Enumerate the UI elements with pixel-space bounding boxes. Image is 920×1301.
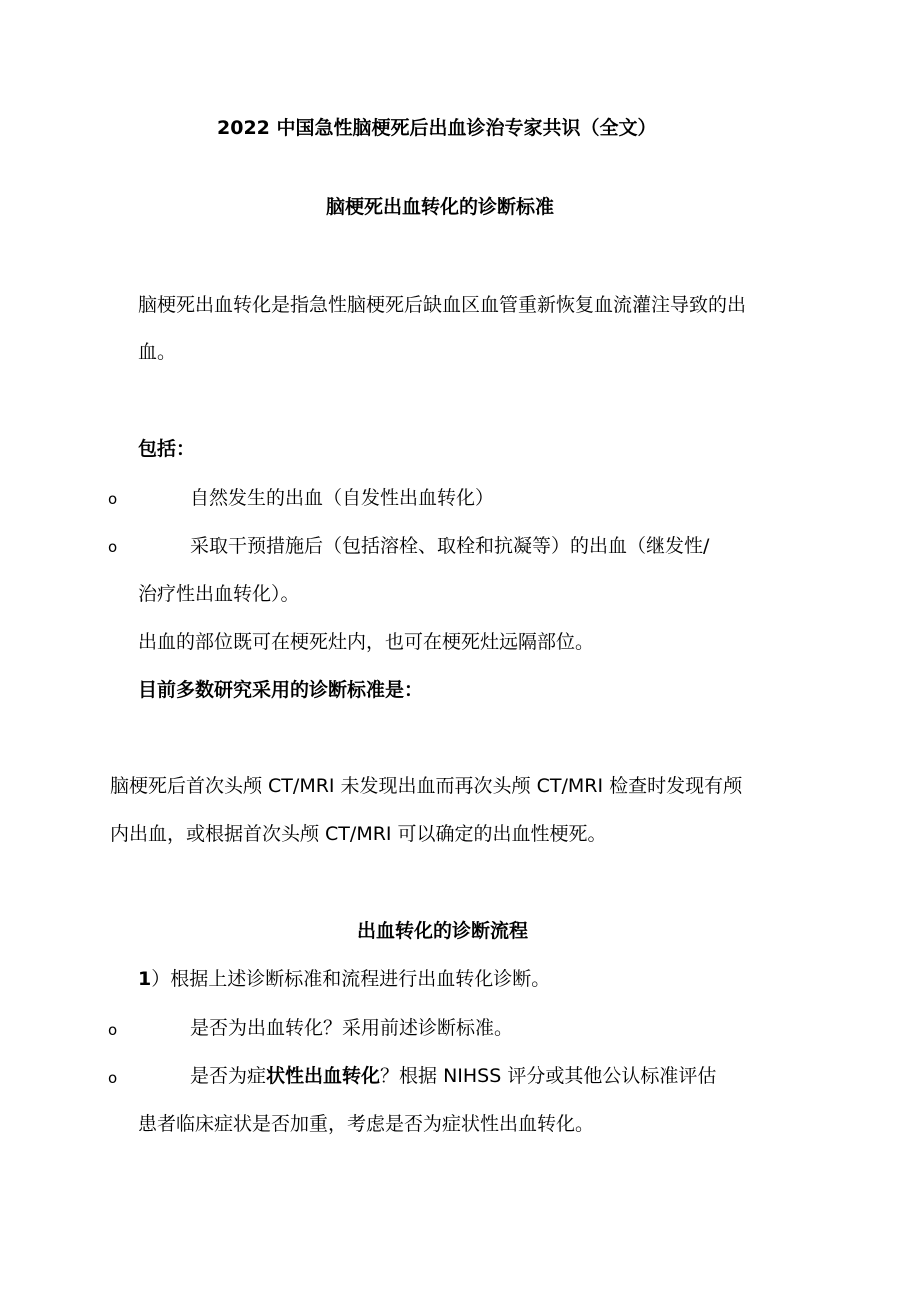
section-heading-diagnostic-criteria: 脑梗死出血转化的诊断标准 — [326, 196, 555, 218]
hemorrhage-location-text: 出血的部位既可在梗死灶内，也可在梗死灶远隔部位。 — [138, 631, 595, 653]
bullet-marker: o — [108, 1069, 118, 1087]
step-1-text: ）根据上述诊断标准和流程进行出血转化诊断。 — [151, 968, 551, 990]
q2-prefix: 是否为症 — [190, 1065, 267, 1087]
bullet-marker: o — [108, 1021, 118, 1039]
list-item-secondary-hemorrhage-line-2: 治疗性出血转化）。 — [138, 583, 300, 605]
definition-line-2: 血。 — [138, 341, 177, 363]
section-heading-diagnostic-flow: 出血转化的诊断流程 — [357, 920, 529, 942]
criteria-line-1: 脑梗死后首次头颅 CT/MRI 未发现出血而再次头颅 CT/MRI 检查时发现有颅 — [110, 775, 743, 797]
includes-label: 包括： — [138, 438, 196, 460]
document-title: 2022 中国急性脑梗死后出血诊治专家共识（全文） — [217, 117, 657, 139]
bullet-marker: o — [108, 538, 118, 556]
step-1-number: 1 — [138, 968, 152, 990]
q2-suffix: ？根据 NIHSS 评分或其他公认标准评估 — [380, 1065, 717, 1087]
question-symptomatic-line-1 — [190, 1067, 716, 1086]
list-item-spontaneous-hemorrhage: 自然发生的出血（自发性出血转化） — [190, 487, 495, 509]
bullet-marker: o — [108, 490, 118, 508]
criteria-label: 目前多数研究采用的诊断标准是： — [138, 679, 424, 701]
list-item-secondary-hemorrhage-line-1: 采取干预措施后（包括溶栓、取栓和抗凝等）的出血（继发性/ — [190, 535, 710, 557]
criteria-line-2: 内出血，或根据首次头颅 CT/MRI 可以确定的出血性梗死。 — [110, 823, 607, 845]
step-1 — [138, 970, 550, 989]
q2-bold-term: 状性出血转化 — [266, 1065, 381, 1087]
question-symptomatic-line-2: 患者临床症状是否加重，考虑是否为症状性出血转化。 — [138, 1113, 595, 1135]
question-is-hemorrhagic-transformation: 是否为出血转化？采用前述诊断标准。 — [190, 1017, 514, 1039]
definition-line-1: 脑梗死出血转化是指急性脑梗死后缺血区血管重新恢复血流灌注导致的出 — [138, 294, 747, 316]
